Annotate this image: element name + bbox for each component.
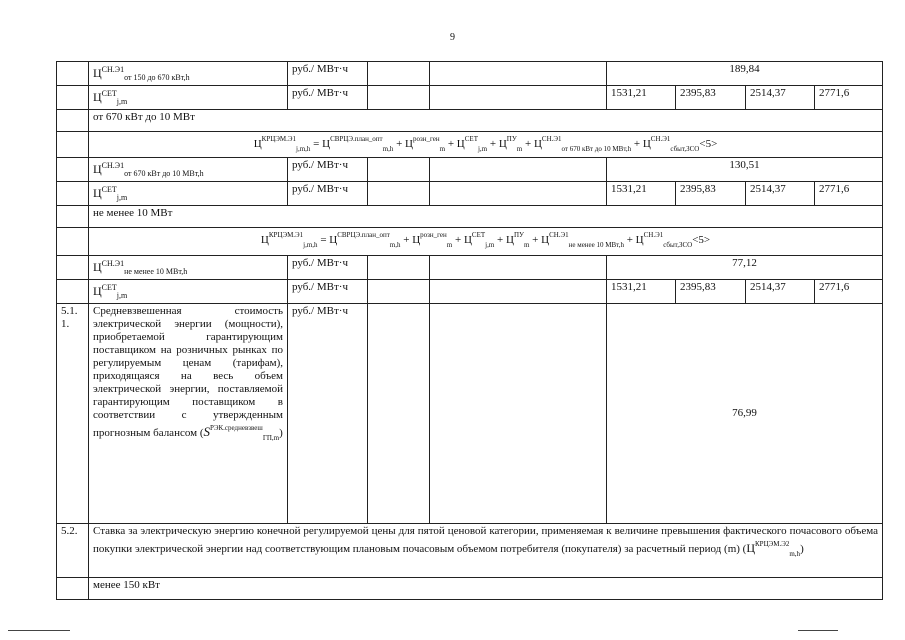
table-row <box>57 86 883 110</box>
section-heading: от 670 кВт до 10 МВт <box>89 110 883 132</box>
symbol-cell: $Ц^{СН.Э1}_{от 670 кВт до 10 МВт,h}$ <box>89 158 288 182</box>
value-cell: 76,99 <box>607 304 883 524</box>
unit-cell: руб./ МВт·ч <box>288 62 368 86</box>
symbol-cell: $Ц^{СН.Э1}_{не менее 10 МВт,h}$ <box>89 256 288 280</box>
value-cell: 2395,83 <box>676 182 746 206</box>
description-cell: Ставка за электрическую энергию конечной регулируемой цены для пятой ценовой категории, применяемая к величине превышения фактического почасового объема покупки электрической энергии над соответствующим плановым почасовым объемом потребителя (покупателя) за расчетный период (m) $(Ц^{КРЦЭМ.Э2}_{m,h})$ <box>89 524 883 578</box>
unit-cell: руб./ МВт·ч <box>288 304 368 524</box>
footer-rule <box>798 630 838 631</box>
symbol-cell: $Ц^{СЕТ}_{j,m}$ <box>89 86 288 110</box>
tariff-table-sheet <box>56 61 882 600</box>
table-row <box>57 110 883 132</box>
unit-cell: руб./ МВт·ч <box>288 280 368 304</box>
value-cell: 2771,6 <box>815 182 883 206</box>
formula: $Ц^{КРЦЭМ.Э1}_{j,m,h} = Ц^{СВРЦЭ.план\_опт}_{m,h} + Ц^{розн\_ген}_m + Ц^{СЕТ}_{j,m} + Ц^{ПУ}_m + Ц^{СН.Э1}_{не менее 10 МВт,h} + Ц^{СН.Э1}_{сбыт,ЗСО}<5>$ <box>89 228 883 256</box>
value-cell: 2395,83 <box>676 280 746 304</box>
row-number: 5.2. <box>57 524 89 578</box>
value-cell: 1531,21 <box>607 280 676 304</box>
value-cell: 2771,6 <box>815 86 883 110</box>
page-number: 9 <box>450 32 455 43</box>
table-row <box>57 206 883 228</box>
description-cell: Средневзвешенная стоимость электрической энергии (мощности), приобретаемой гарантирующим поставщиком на розничных рынках по регулируемым ценам (тарифам), приходящаяся на весь объем электрической энергии, поставляемой гарантирующим поставщиком в соответствии с утвержденным прогнозным балансом $(S^{РЭК.средневзвеш}_{ГП,m})$ <box>89 304 288 524</box>
value-cell: 189,84 <box>607 62 883 86</box>
value-cell: 130,51 <box>607 158 883 182</box>
value-cell: 2514,37 <box>746 86 815 110</box>
unit-cell: руб./ МВт·ч <box>288 182 368 206</box>
table-row <box>57 158 883 182</box>
symbol-cell: $Ц^{СЕТ}_{j,m}$ <box>89 280 288 304</box>
value-cell: 2514,37 <box>746 280 815 304</box>
table-row <box>57 62 883 86</box>
footer-rule <box>8 630 70 631</box>
value-cell: 1531,21 <box>607 182 676 206</box>
table-row <box>57 578 883 600</box>
row-number: 5.1. 1. <box>57 304 89 524</box>
value-cell: 2395,83 <box>676 86 746 110</box>
value-cell: 2771,6 <box>815 280 883 304</box>
value-cell: 1531,21 <box>607 86 676 110</box>
section-heading: не менее 10 МВт <box>89 206 883 228</box>
value-cell: 2514,37 <box>746 182 815 206</box>
table-row <box>57 228 883 256</box>
table-row <box>57 524 883 578</box>
unit-cell: руб./ МВт·ч <box>288 86 368 110</box>
unit-cell: руб./ МВт·ч <box>288 256 368 280</box>
symbol-cell: $Ц^{СЕТ}_{j,m}$ <box>89 182 288 206</box>
unit-cell: руб./ МВт·ч <box>288 158 368 182</box>
tariff-table <box>56 61 883 600</box>
symbol-cell: $Ц^{СН.Э1}_{от 150 до 670 кВт,h}$ <box>89 62 288 86</box>
table-row <box>57 280 883 304</box>
table-row <box>57 304 883 524</box>
table-row <box>57 132 883 158</box>
value-cell: 77,12 <box>607 256 883 280</box>
table-row <box>57 256 883 280</box>
formula: $Ц^{КРЦЭМ.Э1}_{j,m,h} = Ц^{СВРЦЭ.план\_опт}_{m,h} + Ц^{розн\_ген}_m + Ц^{СЕТ}_{j,m} + Ц^{ПУ}_m + Ц^{СН.Э1}_{от 670 кВт до 10 МВт,h} + Ц^{СН.Э1}_{сбыт,ЗСО}<5>$ <box>89 132 883 158</box>
section-heading: менее 150 кВт <box>89 578 883 600</box>
table-row <box>57 182 883 206</box>
